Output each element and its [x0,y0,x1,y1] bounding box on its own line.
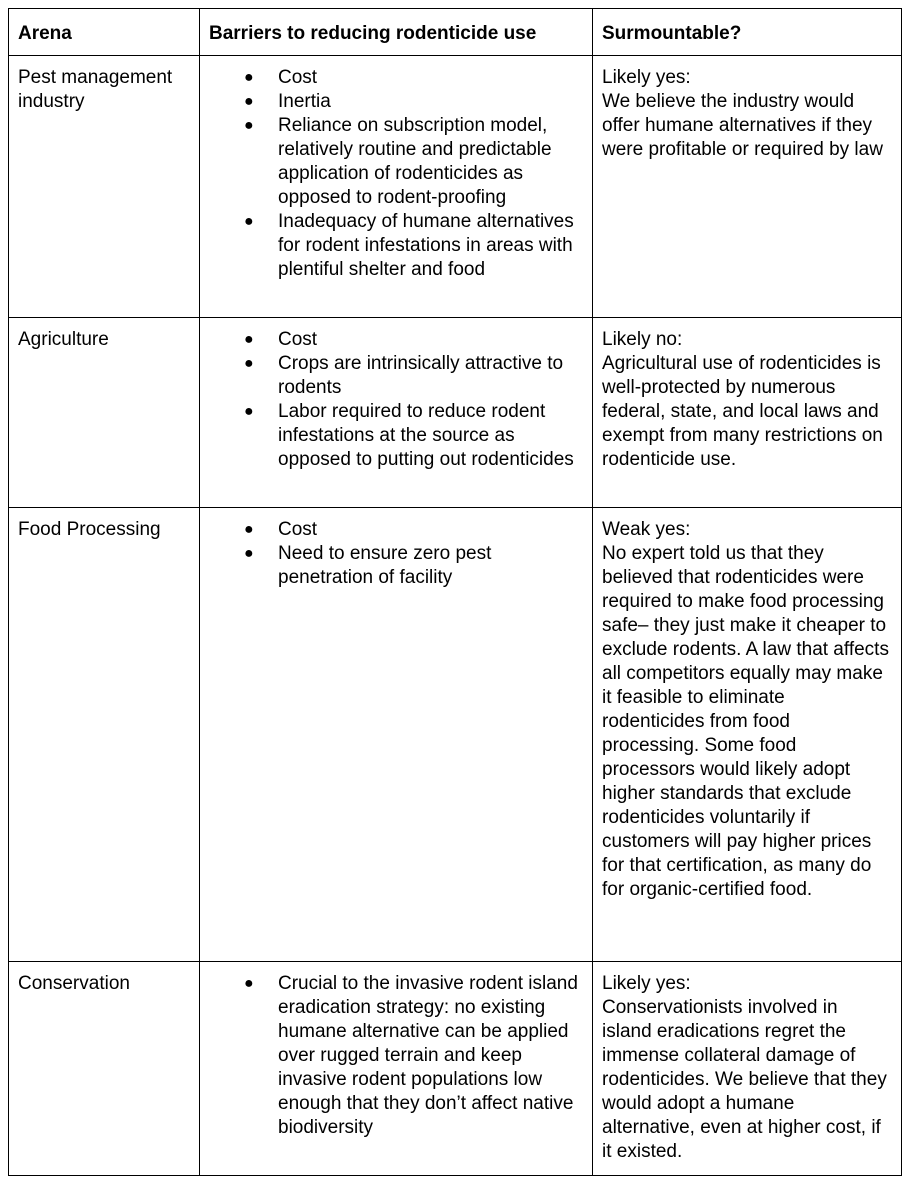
table-row [9,56,902,318]
verdict-label: Likely no: [602,329,683,350]
surmountable-cell [593,508,902,962]
barrier-item: ● Crucial to the invasive rodent island eradication strategy: no existing humane alternative can be applied over rugged terrain and keep invasive rodent populations low enough that they don’t affect native biodiversity [244,973,578,1138]
barrier-list [208,972,584,1140]
barrier-item: ● Inertia [244,91,331,112]
barrier-item: ● Reliance on subscription model, relatively routine and predictable application of rodenticides as opposed to rodent-proofing [244,115,552,208]
bullet-icon: ● [244,93,254,110]
verdict-explanation: Conservationists involved in island eradications regret the immense collateral damage of rodenticides. We believe that they would adopt a humane alternative, even at higher cost, if it existed. [602,997,887,1162]
verdict-explanation: We believe the industry would offer humane alternatives if they were profitable or required by law [602,91,883,160]
barriers-cell [200,56,593,318]
bullet-icon: ● [244,403,254,420]
surmountable-cell [593,56,902,318]
barrier-item: ● Inadequacy of humane alternatives for rodent infestations in areas with plentiful shelter and food [244,211,574,280]
bullet-icon: ● [244,117,254,134]
bullet-icon: ● [244,355,254,372]
header-surmountable: Surmountable? [593,9,902,56]
barrier-item: ● Cost [244,67,318,88]
barrier-item: ● Labor required to reduce rodent infestations at the source as opposed to putting out rodenticides [244,401,574,470]
bullet-icon: ● [244,975,254,992]
barrier-item: ● Crops are intrinsically attractive to rodents [244,353,564,398]
barrier-item: ● Cost [244,329,318,350]
verdict-label: Likely yes: [602,67,691,88]
surmountable-cell [593,962,902,1176]
table-row [9,318,902,508]
surmountable-cell [593,318,902,508]
table-row [9,508,902,962]
verdict-explanation: No expert told us that they believed that rodenticides were required to make food processing safe– they just make it cheaper to exclude rodents. A law that affects all competitors equally may make it feasible to eliminate rodenticides from food processing. Some food processors would likely adopt higher standards that exclude rodenticides voluntarily if customers will pay higher prices for that certification, as many do for organic-certified food. [602,543,889,900]
header-barriers: Barriers to reducing rodenticide use [200,9,593,56]
table-row [9,962,902,1176]
barrier-item: ● Cost [244,519,318,540]
bullet-icon: ● [244,213,254,230]
barrier-list [208,328,584,472]
barriers-cell [200,962,593,1176]
barrier-list [208,66,584,282]
barrier-item: ● Need to ensure zero pest penetration of facility [244,543,492,588]
header-arena: Arena [9,9,200,56]
verdict-explanation: Agricultural use of rodenticides is well-protected by numerous federal, state, and local laws and exempt from many restrictions on rodenticide use. [602,353,883,470]
bullet-icon: ● [244,545,254,562]
barriers-cell [200,508,593,962]
verdict-label: Likely yes: [602,973,691,994]
bullet-icon: ● [244,521,254,538]
arena-cell: Conservation [9,962,200,1176]
barriers-cell [200,318,593,508]
barrier-list [208,518,584,590]
arena-cell: Agriculture [9,318,200,508]
arena-cell: Pest management industry [9,56,200,318]
rodenticide-barriers-table [8,8,902,1176]
bullet-icon: ● [244,331,254,348]
arena-cell: Food Processing [9,508,200,962]
verdict-label: Weak yes: [602,519,691,540]
header-row [9,9,902,56]
bullet-icon: ● [244,69,254,86]
